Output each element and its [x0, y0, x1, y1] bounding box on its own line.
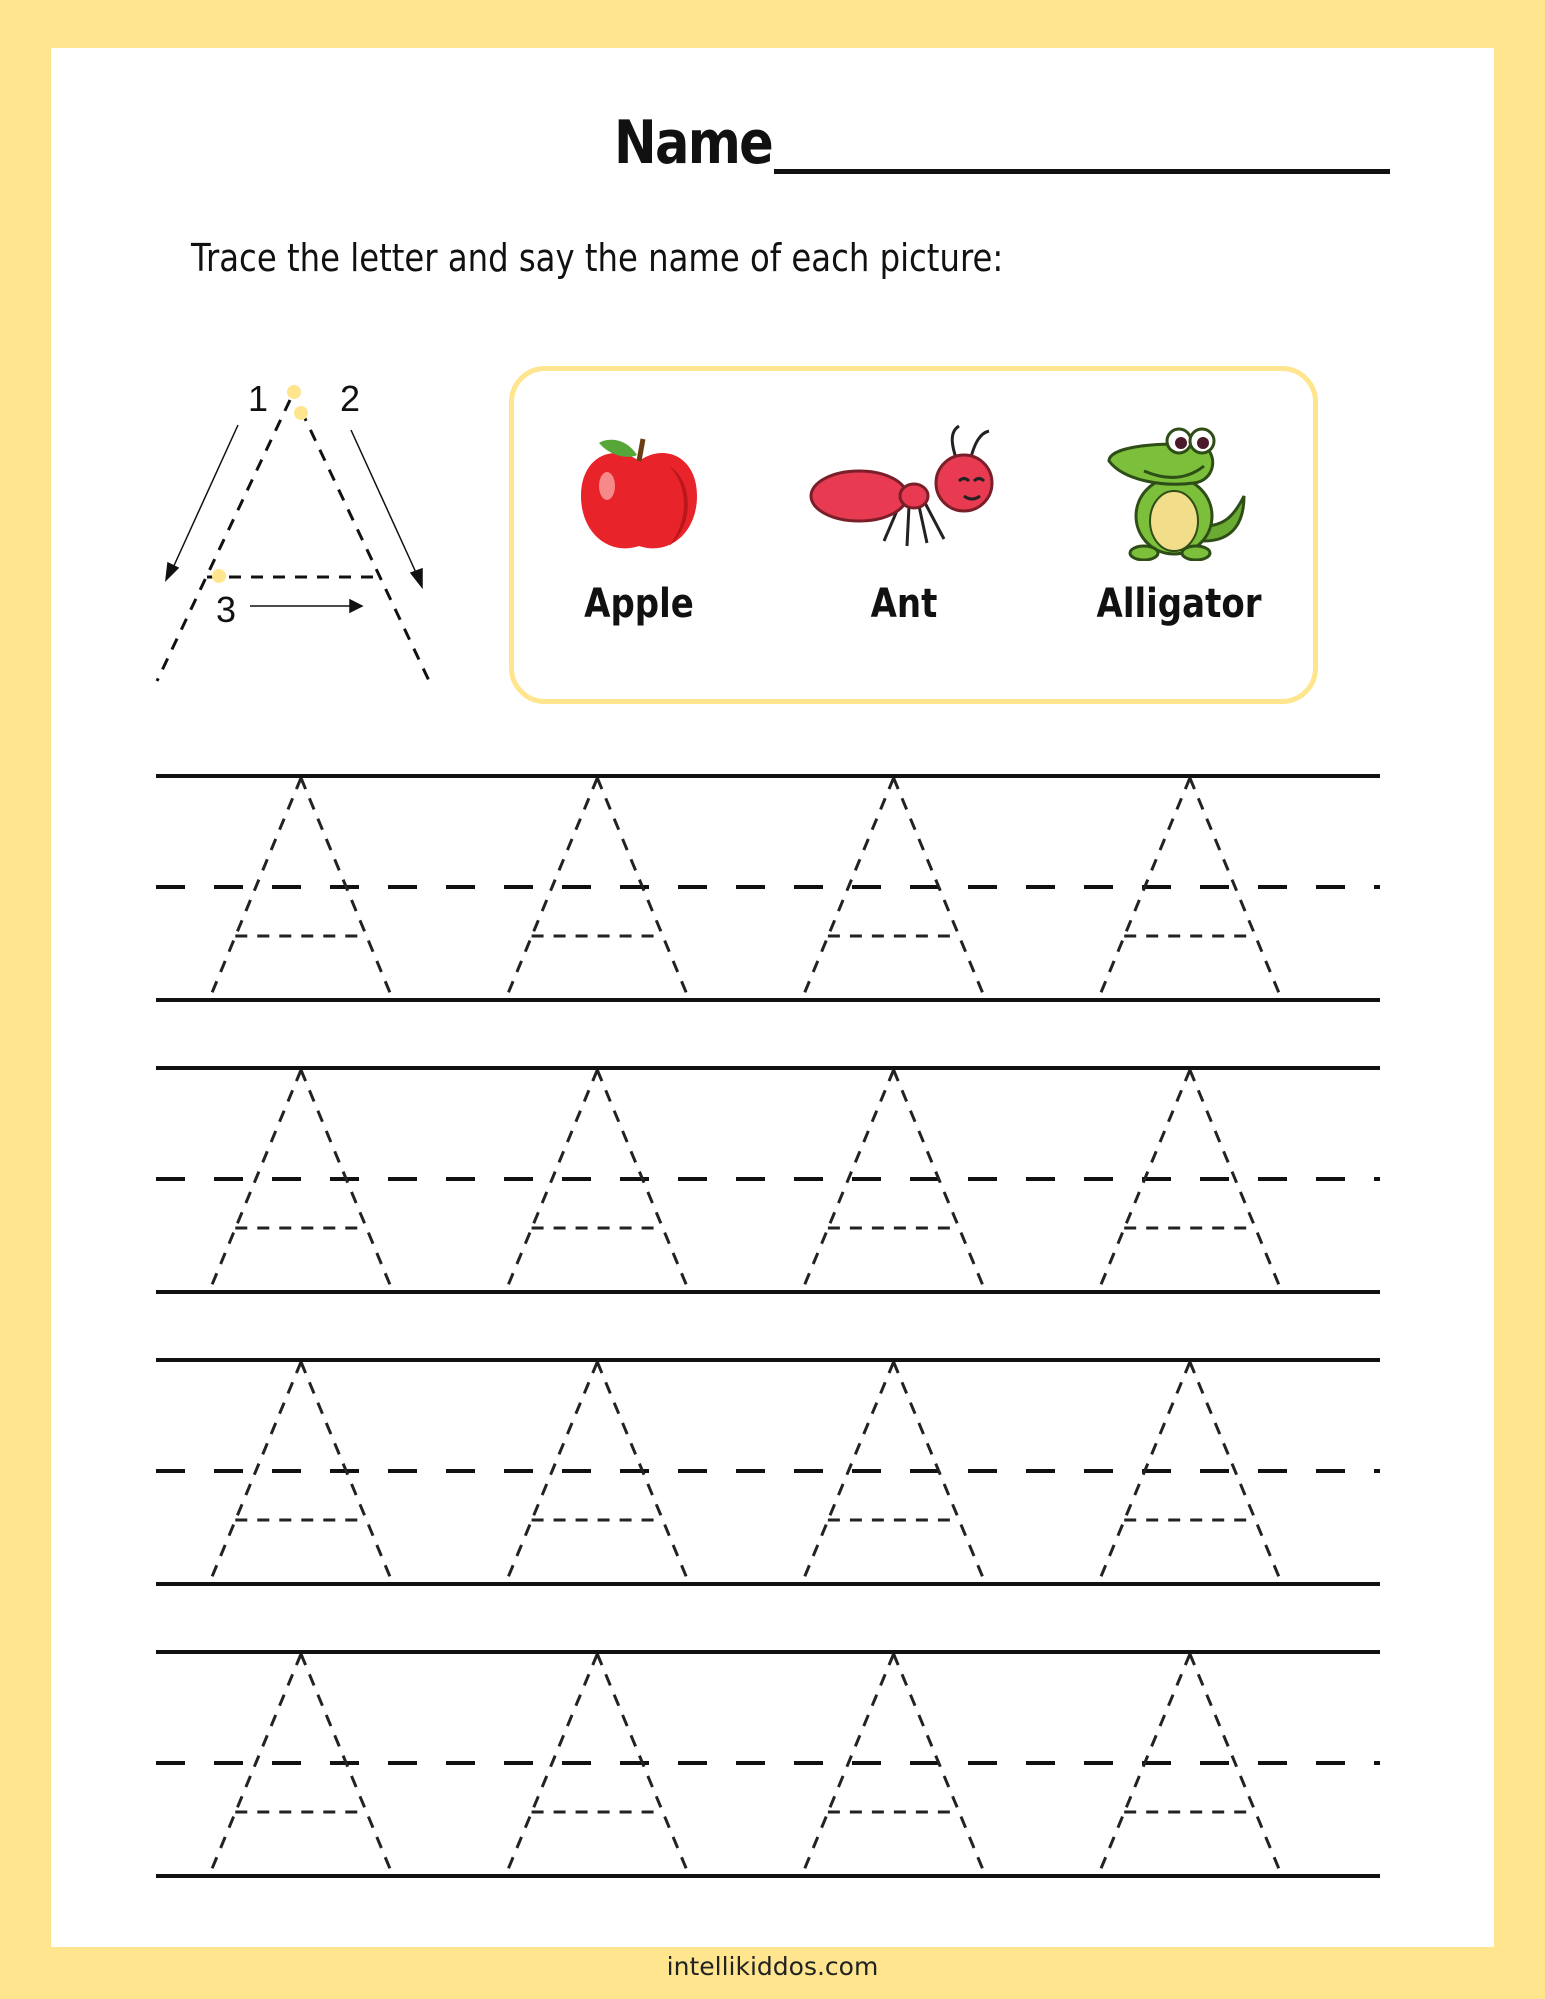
traceable-letter-A[interactable]: [1098, 1362, 1282, 1584]
traceable-letter-A[interactable]: [802, 1654, 986, 1876]
instruction-text: Trace the letter and say the name of each picture:: [191, 236, 1004, 280]
traceable-letter-A[interactable]: [1098, 1070, 1282, 1292]
picture-label: Alligator: [1096, 581, 1262, 627]
picture-label: Ant: [870, 581, 938, 627]
picture-label: Apple: [584, 581, 694, 627]
step-2: 2: [340, 378, 361, 419]
traceable-letter-A[interactable]: [802, 1362, 986, 1584]
traceable-letter-A[interactable]: [1098, 778, 1282, 1000]
traceable-letter-A[interactable]: [1098, 1654, 1282, 1876]
name-label: Name: [614, 108, 773, 178]
footer-website: intellikiddos.com: [666, 1952, 879, 1981]
traceable-letter-A[interactable]: [802, 778, 986, 1000]
step-1: 1: [248, 378, 269, 419]
step-3: 3: [216, 589, 237, 630]
traceable-letter-A[interactable]: [802, 1070, 986, 1292]
